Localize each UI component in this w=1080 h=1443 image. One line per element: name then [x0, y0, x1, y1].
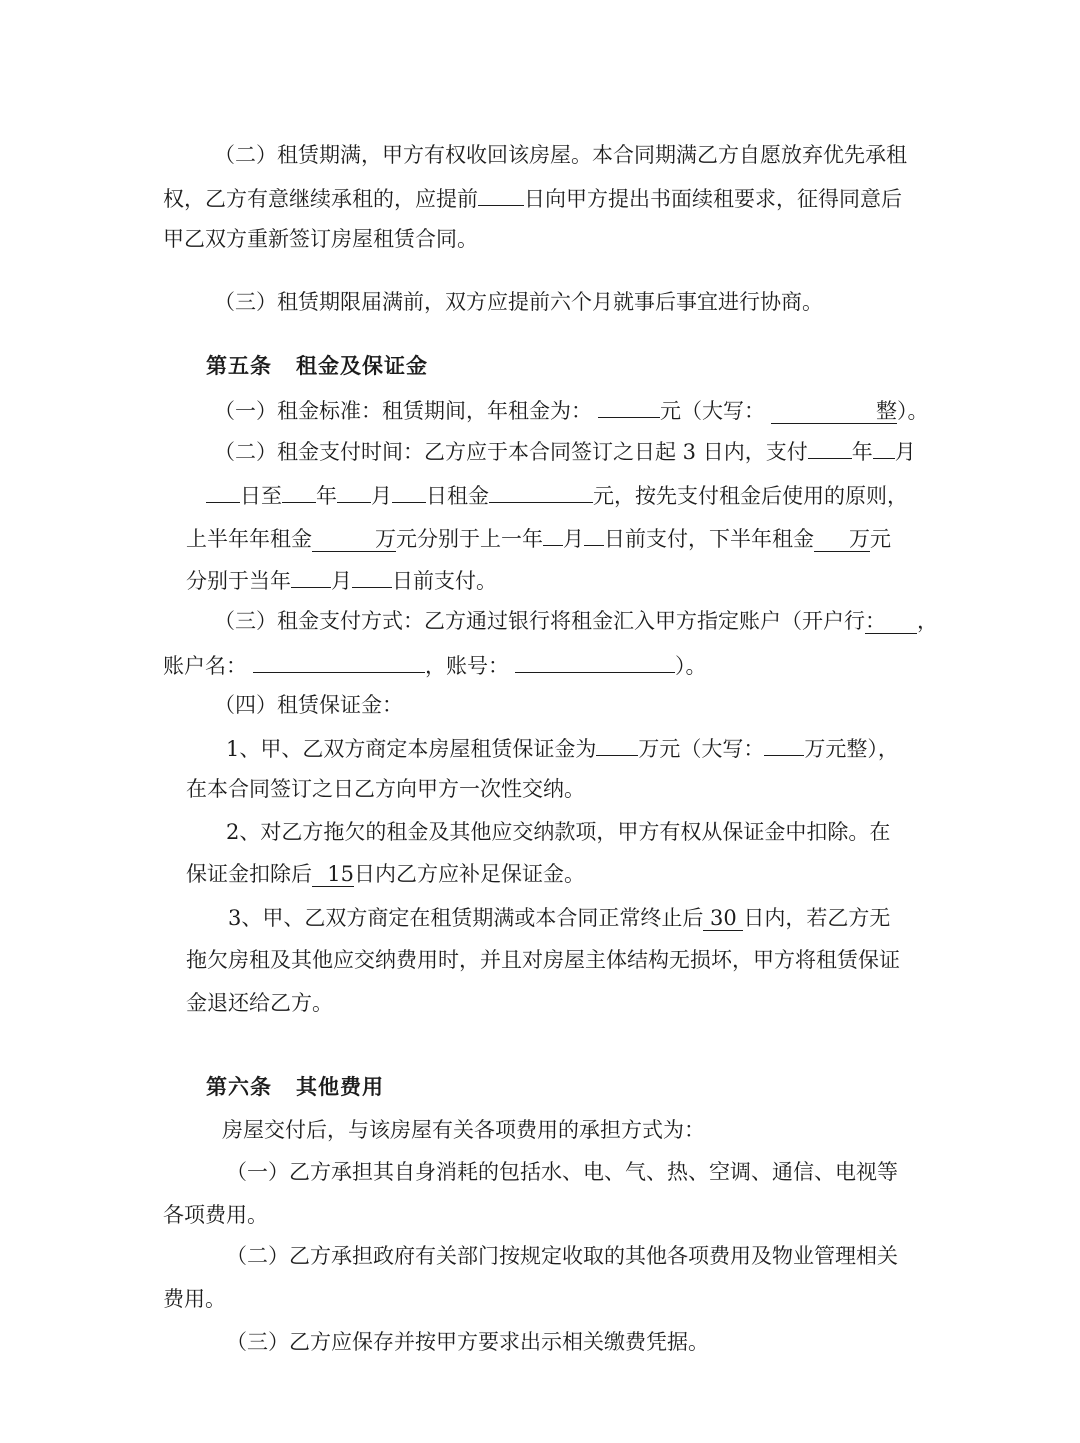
text: 月 [331, 569, 352, 593]
text: 日前支付，下半年租金 [604, 527, 814, 551]
text: （一）乙方承担其自身消耗的包括水、电、气、热、空调、通信、电视等 [226, 1160, 898, 1184]
clause-6-3 [226, 1327, 709, 1357]
blank [291, 564, 331, 588]
clause-4-2-line-2 [163, 182, 902, 212]
blank [814, 528, 870, 552]
article-6-intro [222, 1115, 705, 1145]
clause-5-4-item-2-line-1 [226, 817, 890, 847]
clause-4-2-line-1 [214, 140, 907, 170]
blank [282, 479, 316, 503]
article-number: 第五条 [206, 354, 272, 378]
clause-5-1 [214, 394, 929, 424]
text: （二）乙方承担政府有关部门按规定收取的其他各项费用及物业管理相关 [226, 1244, 898, 1268]
text: 30 [709, 906, 737, 930]
clause-5-4-title [214, 690, 403, 720]
blank [206, 479, 240, 503]
text: ）。 [897, 399, 929, 423]
text: ， [917, 609, 938, 633]
text: 费用。 [163, 1287, 226, 1311]
clause-5-4-item-1-line-2 [186, 774, 585, 804]
clause-5-2-line-3 [186, 522, 891, 552]
text: 万元（大写： [638, 737, 765, 761]
clause-5-3-line-2 [163, 649, 707, 679]
article-title: 租金及保证金 [296, 354, 428, 378]
blank [352, 564, 392, 588]
text: 元（大写： [660, 399, 765, 423]
text: 元，按先支付租金后使用的原则， [593, 484, 908, 508]
blank [584, 522, 604, 546]
blank [764, 732, 804, 756]
text: 日内，若乙方无 [743, 906, 891, 930]
text: 万元整）， [804, 737, 899, 761]
clause-6-2-line-1 [226, 1241, 898, 1271]
text: （二）租金支付时间：乙方应于本合同签订之日起 3 日内，支付 [214, 440, 808, 464]
text: 权，乙方有意继续承租的，应提前 [163, 187, 478, 211]
text: （三）乙方应保存并按甲方要求出示相关缴费凭据。 [226, 1330, 709, 1354]
text: 日内乙方应补足保证金。 [354, 862, 585, 886]
text: 月 [563, 527, 584, 551]
text: 分别于当年 [186, 569, 291, 593]
clause-5-3-line-1 [214, 606, 938, 636]
text: 月 [371, 484, 392, 508]
article-5-heading [206, 351, 428, 381]
blank-bank [865, 610, 917, 634]
text: 15 [327, 862, 354, 886]
blank [392, 479, 426, 503]
clause-5-2-line-2 [206, 479, 908, 509]
clause-6-1-line-2 [163, 1200, 268, 1230]
blank [873, 435, 895, 459]
text: 金退还给乙方。 [186, 991, 333, 1015]
text: 万 [375, 527, 396, 551]
text: 2、对乙方拖欠的租金及其他应交纳款项，甲方有权从保证金中扣除。在 [226, 820, 891, 844]
clause-5-2-line-1 [214, 435, 916, 465]
text: 账户名： [163, 654, 247, 678]
text: 元 [870, 527, 891, 551]
blank [312, 528, 396, 552]
clause-5-4-item-3-line-2 [186, 945, 900, 975]
blank-account-number [515, 649, 675, 673]
blank [596, 732, 638, 756]
blank-account-name [253, 649, 425, 673]
text: 1、甲、乙双方商定本房屋租赁保证金为 [226, 737, 597, 761]
blank-rent-uppercase [771, 400, 897, 424]
text: （二）租赁期满，甲方有权收回该房屋。本合同期满乙方自愿放弃优先承租 [214, 143, 907, 167]
text: 日至 [240, 484, 282, 508]
article-number: 第六条 [206, 1075, 272, 1099]
blank-days [703, 907, 743, 931]
text: 日前支付。 [392, 569, 497, 593]
blank-days [478, 182, 524, 206]
text: 房屋交付后，与该房屋有关各项费用的承担方式为： [222, 1118, 705, 1142]
text: 拖欠房租及其他应交纳费用时，并且对房屋主体结构无损坏，甲方将租赁保证 [186, 948, 900, 972]
text: 年 [851, 440, 873, 464]
text: 保证金扣除后 [186, 862, 312, 886]
clause-5-2-line-4 [186, 564, 497, 594]
text: 甲乙双方重新签订房屋租赁合同。 [163, 227, 478, 251]
text: 整 [876, 399, 897, 423]
blank [808, 435, 852, 459]
blank-annual-rent [598, 394, 660, 418]
blank [489, 479, 593, 503]
text: （一）租金标准：租赁期间，年租金为： [214, 399, 592, 423]
clause-4-3 [214, 287, 823, 317]
text: 日租金 [426, 484, 489, 508]
clause-5-4-item-2-line-2 [186, 859, 585, 889]
blank [543, 522, 563, 546]
text: （三）租金支付方式：乙方通过银行将租金汇入甲方指定账户（开户行 [214, 609, 865, 633]
text: 日向甲方提出书面续租要求，征得同意后 [524, 187, 902, 211]
text: ： [865, 609, 886, 633]
clause-6-1-line-1 [226, 1157, 898, 1187]
text: 各项费用。 [163, 1203, 268, 1227]
text: 3、甲、乙双方商定在租赁期满或本合同正常终止后 [228, 906, 704, 930]
article-6-heading [206, 1072, 384, 1102]
text: 在本合同签订之日乙方向甲方一次性交纳。 [186, 777, 585, 801]
text: ）。 [675, 654, 707, 678]
clause-5-4-item-1-line-1 [226, 732, 899, 762]
text: 上半年年租金 [186, 527, 312, 551]
text: （三）租赁期限届满前，双方应提前六个月就事后事宜进行协商。 [214, 290, 823, 314]
clause-6-2-line-2 [163, 1284, 226, 1314]
clause-4-2-line-3 [163, 224, 478, 254]
blank [337, 479, 371, 503]
text: 万 [849, 527, 870, 551]
text: ，账号： [425, 654, 509, 678]
clause-5-4-item-3-line-3 [186, 988, 333, 1018]
text: 元分别于上一年 [396, 527, 543, 551]
clause-5-4-item-3-line-1 [228, 903, 890, 933]
text: 年 [316, 484, 337, 508]
blank-days [312, 863, 354, 887]
article-title: 其他费用 [296, 1075, 384, 1099]
text: （四）租赁保证金： [214, 693, 403, 717]
text: 月 [894, 440, 916, 464]
